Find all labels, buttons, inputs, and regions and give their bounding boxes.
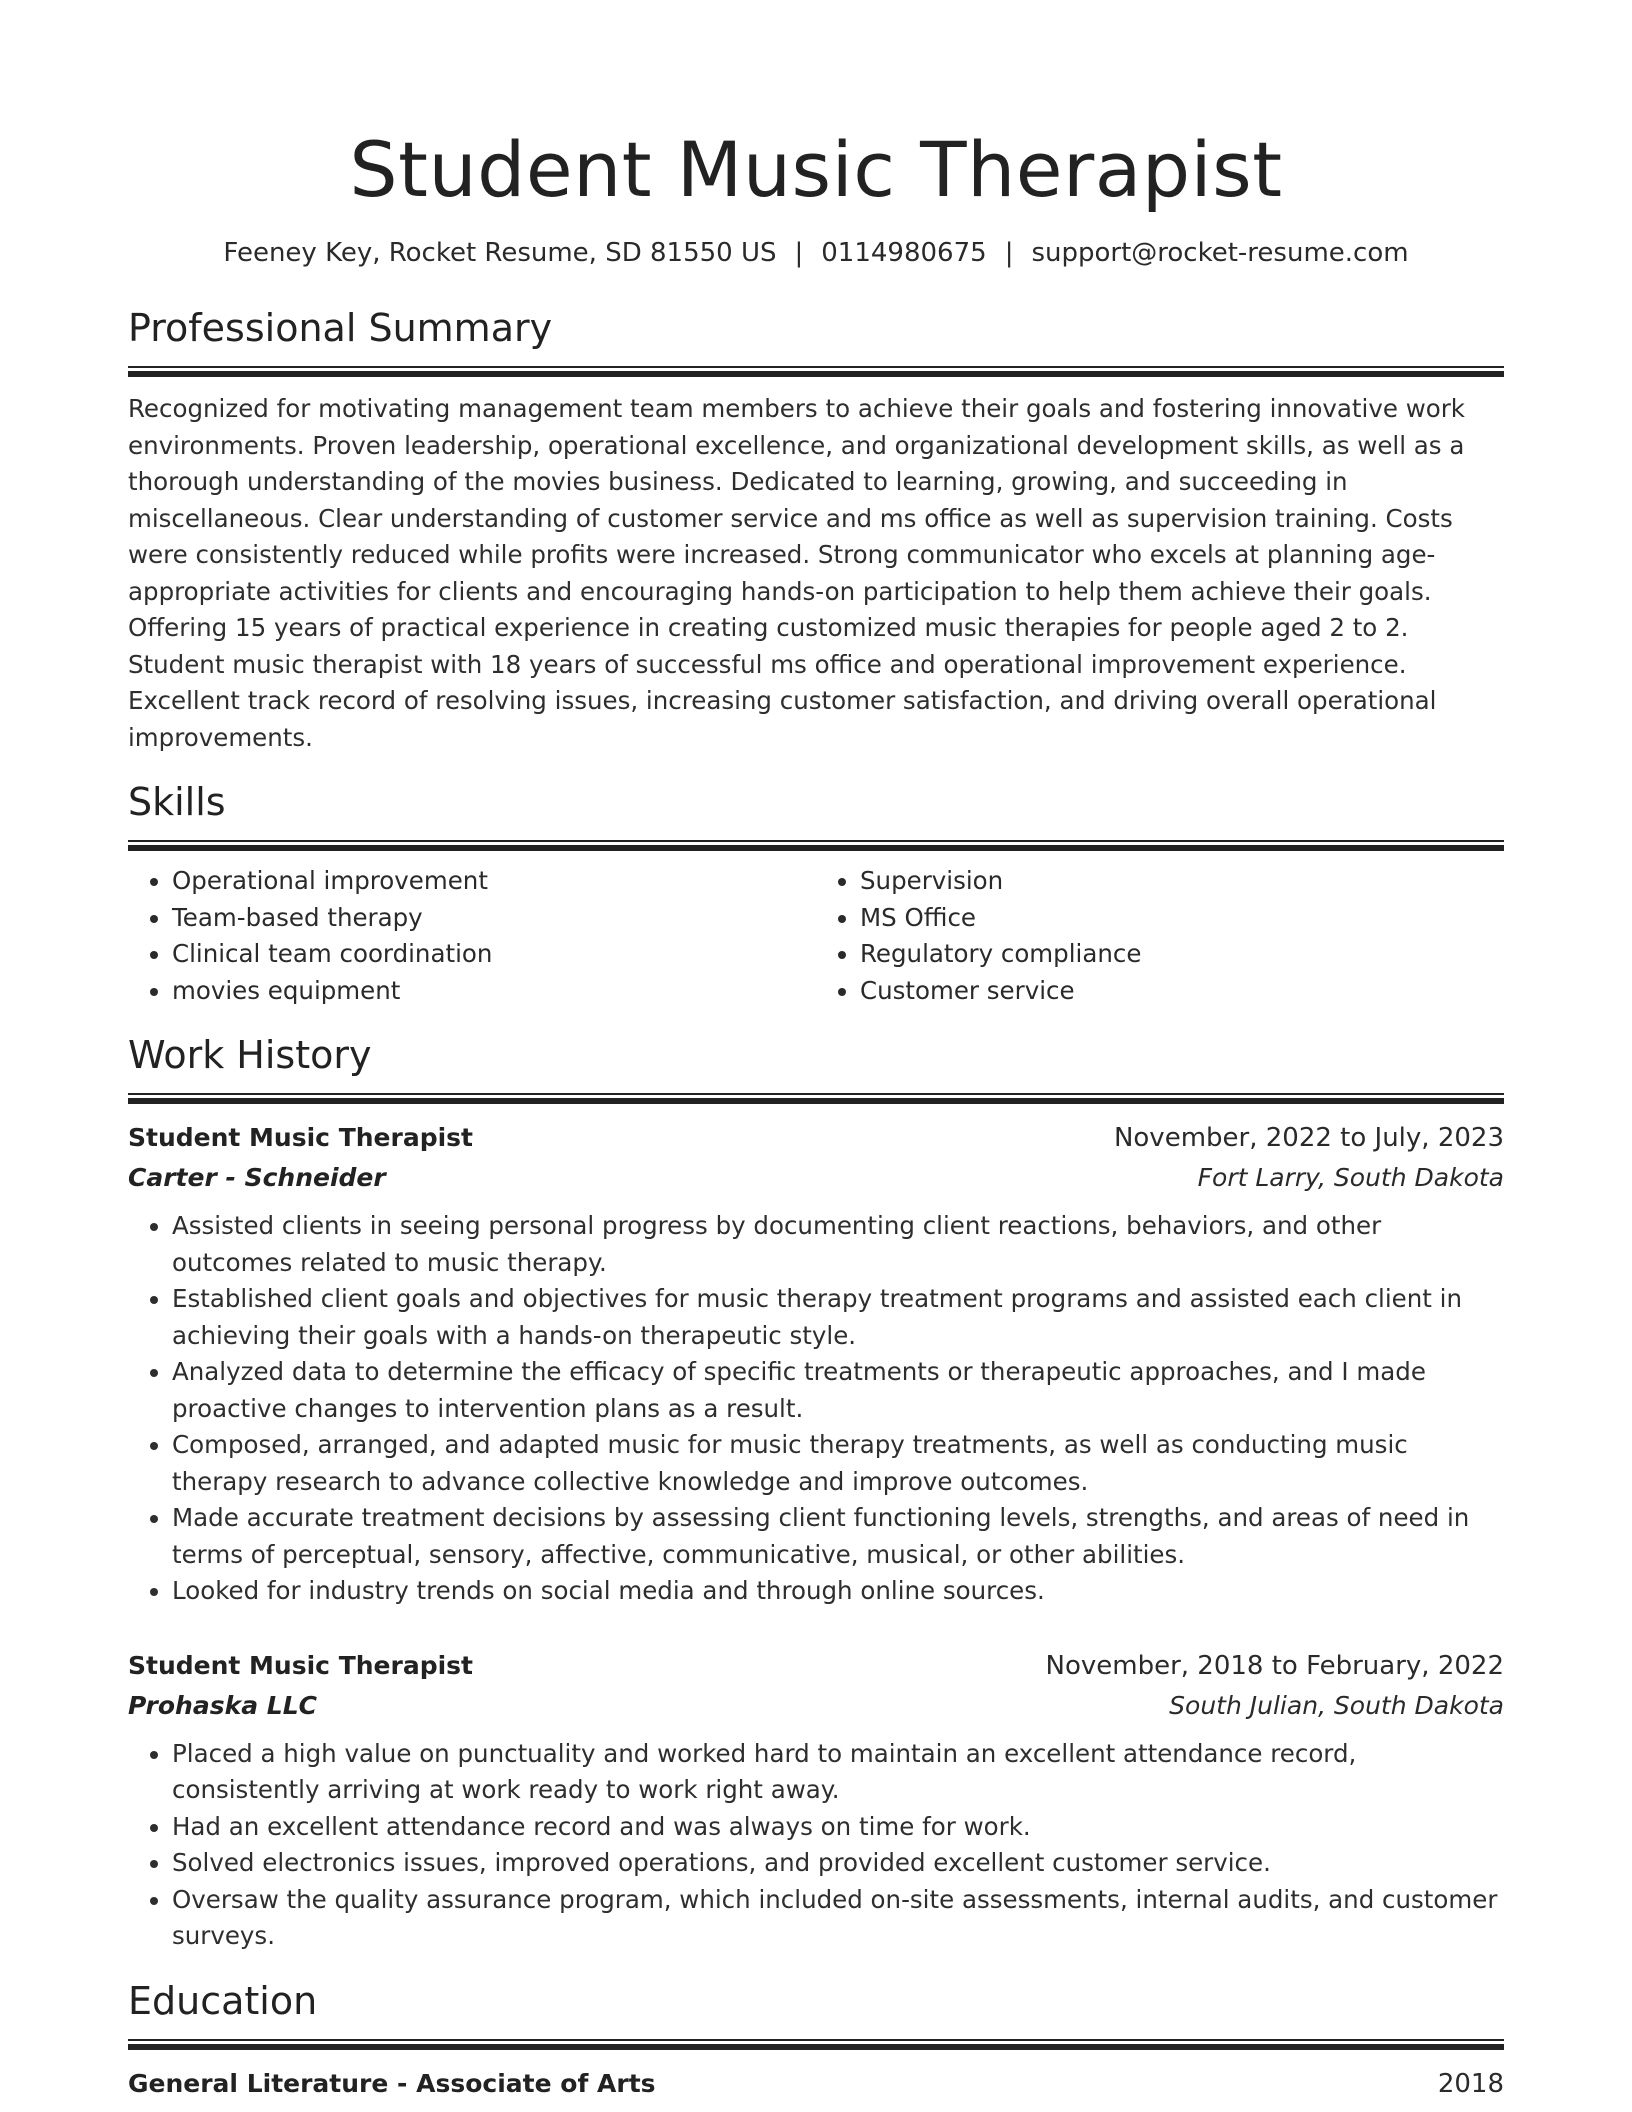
contact-separator: | <box>794 238 804 268</box>
skill-item: • movies equipment <box>172 973 816 1010</box>
job-title: Student Music Therapist <box>128 1123 474 1152</box>
job-bullet: • Assisted clients in seeing personal progress by documenting client reactions, behaviors, and other outcomes related to music therapy. <box>172 1208 1504 1281</box>
job-header-row <box>128 1646 1504 1686</box>
section-title-work: Work History <box>128 1033 372 1077</box>
job-bullet: • Oversaw the quality assurance program, which included on-site assessments, internal audits, and customer surveys. <box>172 1882 1504 1955</box>
skills-section <box>128 778 1504 1009</box>
job-header-row <box>128 1118 1504 1158</box>
graduation-year: 2018 <box>1437 2068 1504 2099</box>
section-title-education: Education <box>128 1978 318 2023</box>
degree-title: General Literature - Associate of Arts <box>128 2068 656 2098</box>
contact-line <box>128 236 1504 270</box>
skill-item: • MS Office <box>860 900 1504 937</box>
job-bullet: • Solved electronics issues, improved operations, and provided excellent customer service. <box>172 1845 1504 1882</box>
skill-item: • Team-based therapy <box>172 900 816 937</box>
section-divider <box>128 366 1504 377</box>
skill-item: • Regulatory compliance <box>860 936 1504 973</box>
job-bullet: • Placed a high value on punctuality and worked hard to maintain an excellent attendance record, consistently arriving at work ready to work right away. <box>172 1736 1504 1809</box>
section-divider <box>128 840 1504 851</box>
contact-separator: | <box>1004 238 1014 268</box>
section-divider <box>128 2039 1504 2050</box>
candidate-name: Student Music Therapist <box>349 125 1283 214</box>
job-bullet: • Made accurate treatment decisions by assessing client functioning levels, strengths, and areas of need in terms of perceptual, sensory, affective, communicative, musical, or other abilities. <box>172 1500 1504 1573</box>
work-history-section <box>128 1031 1504 1955</box>
section-divider <box>128 1093 1504 1104</box>
contact-address: Feeney Key, Rocket Resume, SD 81550 US <box>223 238 777 268</box>
job-company: Prohaska LLC <box>128 1690 318 1720</box>
job-entry <box>128 1646 1504 1955</box>
skills-grid <box>128 863 1504 1009</box>
education-header-row <box>128 2064 1504 2104</box>
contact-email: support@rocket-resume.com <box>1031 238 1409 268</box>
professional-summary-section <box>128 304 1504 756</box>
summary-text: Recognized for motivating management team members to achieve their goals and fostering innovative work environments. Proven leadership, operational excellence, and organizational development skills, as well as a thorough understanding of the movies business. Dedicated to learning, growing, and succeeding in miscellaneous. Clear understanding of customer service and ms office as well as supervision training. Costs were consistently reduced while profits were increased. Strong communicator who excels at planning age-appropriate activities for clients and encouraging hands-on participation to help them achieve their goals. Offering 15 years of practical experience in creating customized music therapies for people aged 2 to 2. Student music therapist with 18 years of successful ms office and operational improvement experience. Excellent track record of resolving issues, increasing customer satisfaction, and driving overall operational improvements. <box>128 394 1465 752</box>
job-bullets <box>128 1736 1504 1955</box>
job-bullet: • Composed, arranged, and adapted music for music therapy treatments, as well as conducting music therapy research to advance collective knowledge and improve outcomes. <box>172 1427 1504 1500</box>
job-location: Fort Larry, South Dakota <box>1197 1163 1504 1192</box>
section-title-skills: Skills <box>128 780 226 824</box>
job-bullets <box>128 1208 1504 1610</box>
skills-column-left <box>128 863 816 1009</box>
skill-item: • Customer service <box>860 973 1504 1010</box>
job-bullet: • Had an excellent attendance record and was always on time for work. <box>172 1809 1504 1846</box>
job-company-row <box>128 1158 1504 1198</box>
section-title-summary: Professional Summary <box>128 306 553 350</box>
education-entry <box>128 2064 1504 2104</box>
skill-item: • Supervision <box>860 863 1504 900</box>
job-entry <box>128 1118 1504 1610</box>
job-dates: November, 2018 to February, 2022 <box>1045 1650 1504 1681</box>
job-location: South Julian, South Dakota <box>1169 1690 1504 1720</box>
job-bullet: • Established client goals and objectives for music therapy treatment programs and assisted each client in achieving their goals with a hands-on therapeutic style. <box>172 1281 1504 1354</box>
job-bullet: • Looked for industry trends on social media and through online sources. <box>172 1573 1504 1610</box>
skill-item: • Clinical team coordination <box>172 936 816 973</box>
job-bullet: • Analyzed data to determine the efficacy of specific treatments or therapeutic approaches, and I made proactive changes to intervention plans as a result. <box>172 1354 1504 1427</box>
job-company-row <box>128 1686 1504 1726</box>
job-company: Carter - Schneider <box>128 1163 386 1192</box>
skills-column-right <box>816 863 1504 1009</box>
job-title: Student Music Therapist <box>128 1650 474 1680</box>
education-section <box>128 1977 1504 2104</box>
skill-item: • Operational improvement <box>172 863 816 900</box>
contact-phone: 0114980675 <box>821 238 987 268</box>
job-dates: November, 2022 to July, 2023 <box>1113 1123 1504 1153</box>
